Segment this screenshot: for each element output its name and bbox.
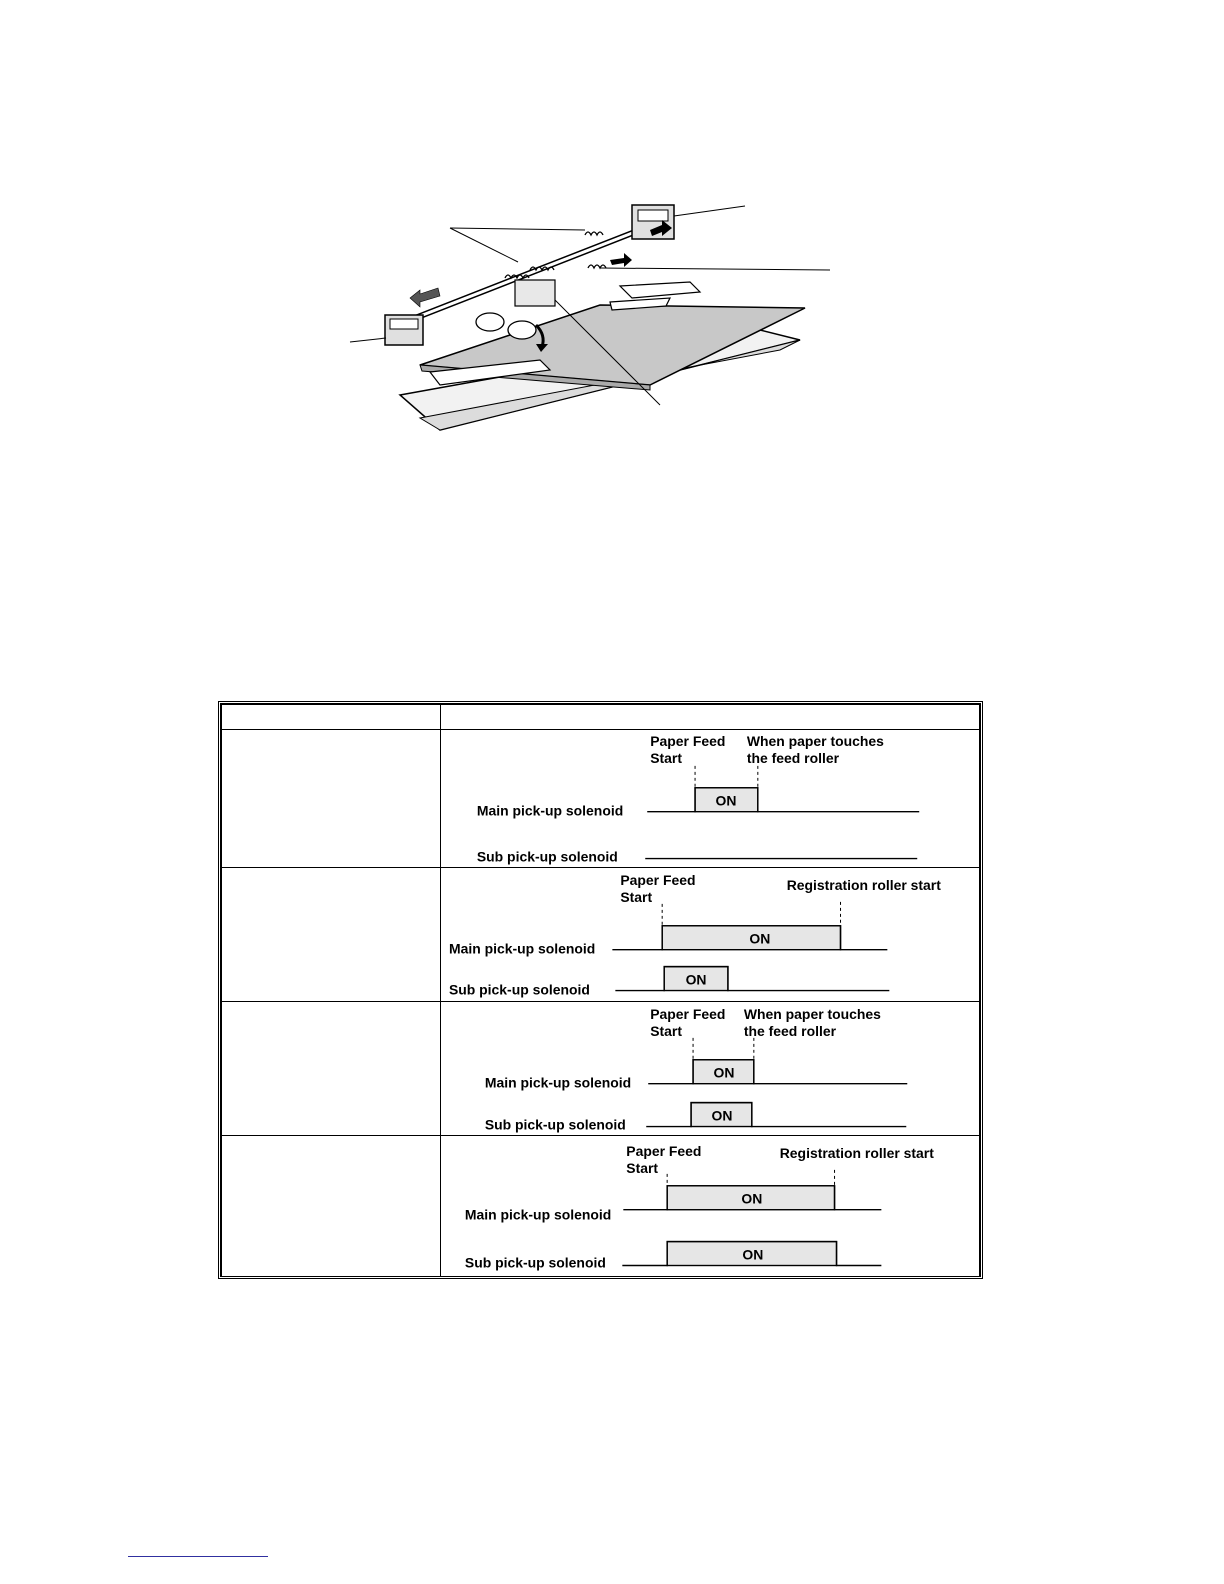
timing-cell <box>441 1136 980 1276</box>
timing-cell <box>441 730 980 868</box>
start-label-line-1: Paper Feed <box>650 732 726 749</box>
start-label-line-1: Paper Feed <box>620 872 696 889</box>
start-label-line-2: Start <box>650 1022 682 1039</box>
sub-on-label: ON <box>685 972 707 989</box>
end-label-line-1: Registration roller start <box>779 1145 934 1162</box>
sub-signal-line <box>615 967 889 991</box>
table-row <box>222 1136 980 1276</box>
start-label-line-2: Start <box>650 749 682 766</box>
mode-cell <box>222 868 441 1002</box>
sub-solenoid-label: Sub pick-up solenoid <box>476 848 618 865</box>
sub-solenoid-label: Sub pick-up solenoid <box>464 1254 606 1271</box>
start-label-line-2: Start <box>626 1160 659 1177</box>
timing-chart-2 <box>441 868 979 1001</box>
end-label-line-1: Registration roller start <box>786 877 941 894</box>
start-label-line-1: Paper Feed <box>650 1005 726 1022</box>
footer-rule <box>128 1556 268 1557</box>
timing-cell <box>441 1001 980 1136</box>
start-label-line-1: Paper Feed <box>626 1143 702 1160</box>
mode-cell <box>222 1136 441 1276</box>
sub-on-label: ON <box>742 1247 764 1264</box>
end-label-line-2: the feed roller <box>743 1022 837 1039</box>
main-solenoid-label: Main pick-up solenoid <box>464 1207 612 1224</box>
sub-signal-line <box>646 1103 906 1127</box>
end-label-line-1: When paper touches <box>743 1005 881 1022</box>
table-row <box>222 730 980 868</box>
header-cell-mode <box>222 705 441 730</box>
table-header-row <box>222 705 980 730</box>
header-cell-timing <box>441 705 980 730</box>
timing-chart-3 <box>441 1002 979 1136</box>
mode-cell <box>222 730 441 868</box>
timing-chart-1 <box>441 730 979 867</box>
table-row <box>222 868 980 1002</box>
main-signal-line <box>648 1060 907 1084</box>
main-solenoid-label: Main pick-up solenoid <box>484 1074 632 1091</box>
timing-chart-4 <box>441 1136 979 1275</box>
main-on-label: ON <box>713 1064 735 1081</box>
sub-solenoid-label: Sub pick-up solenoid <box>484 1116 626 1133</box>
solenoid-timing-table <box>218 701 983 1279</box>
main-solenoid-label: Main pick-up solenoid <box>476 802 624 819</box>
sub-solenoid-label: Sub pick-up solenoid <box>448 982 590 999</box>
main-on-label: ON <box>749 931 771 948</box>
main-on-label: ON <box>715 792 737 809</box>
end-label-line-1: When paper touches <box>746 732 884 749</box>
end-label-line-2: the feed roller <box>746 749 840 766</box>
timing-cell <box>441 868 980 1002</box>
main-on-label: ON <box>741 1191 763 1208</box>
pickup-mechanism-illustration <box>340 190 840 440</box>
sub-on-label: ON <box>711 1107 733 1124</box>
main-solenoid-label: Main pick-up solenoid <box>448 941 596 958</box>
table-row <box>222 1001 980 1136</box>
main-signal-line <box>647 788 919 812</box>
mode-cell <box>222 1001 441 1136</box>
start-label-line-2: Start <box>620 889 653 906</box>
